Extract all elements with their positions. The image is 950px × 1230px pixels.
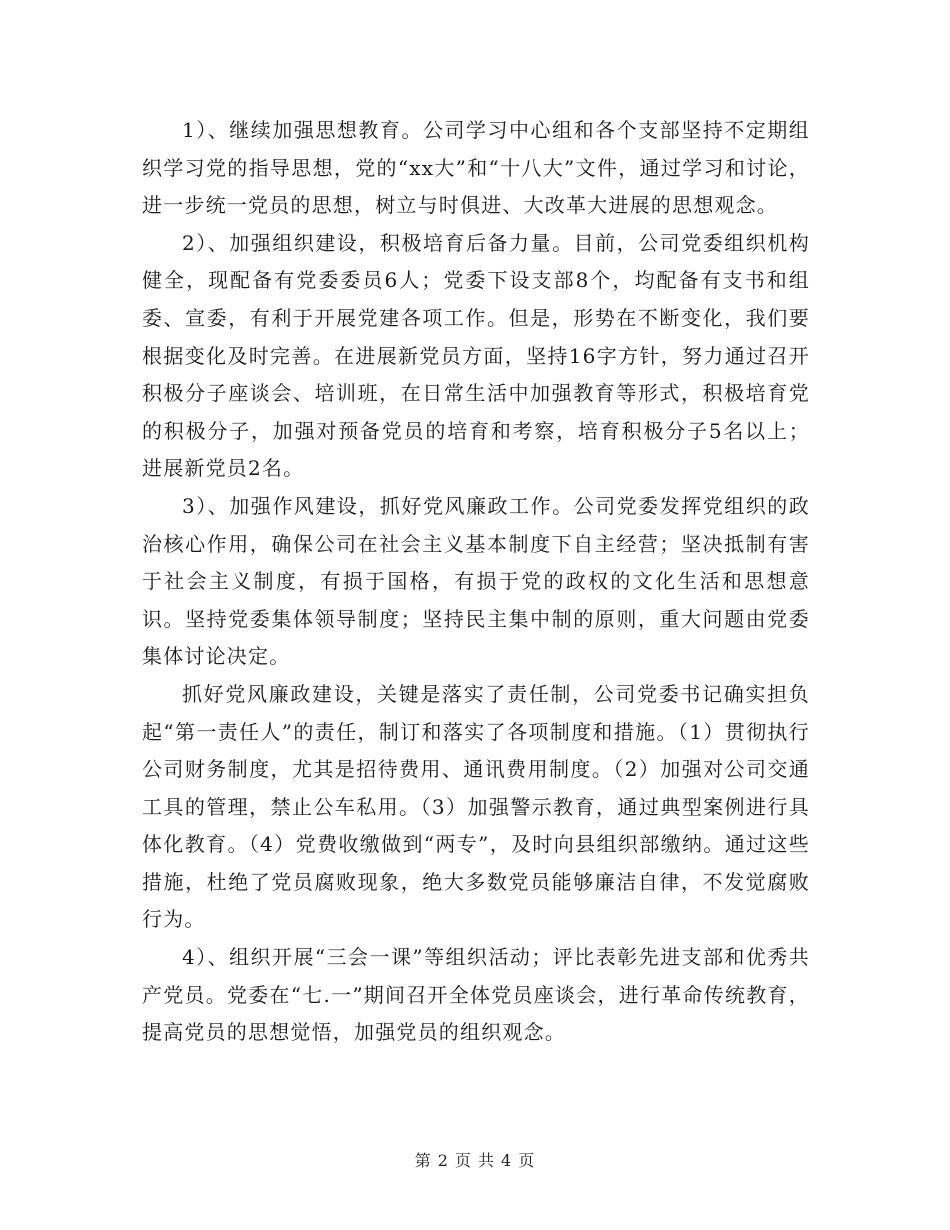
footer-middle: 页 共 xyxy=(454,1151,496,1170)
paragraph-ideological-education: 1）、继续加强思想教育。公司学习中心组和各个支部坚持不定期组织学习党的指导思想，党的“xx大”和“十八大”文件，通过学习和讨论，进一步统一党员的思想，树立与时俱进、大改革大进展的思想观念。 xyxy=(142,118,810,218)
paragraph-work-style: 3）、加强作风建设，抓好党风廉政工作。公司党委发挥党组织的政治核心作用，确保公司在社会主义基本制度下自主经营；坚决抵制有害于社会主义制度，有损于国格，有损于党的政权的文化生活和思想意识。坚持党委集体领导制度；坚持民主集中制的原则，重大问题由党委集体讨论决定。 xyxy=(142,493,810,669)
paragraph-anti-corruption: 抓好党风廉政建设，关键是落实了责任制，公司党委书记确实担负起“第一责任人”的责任，制订和落实了各项制度和措施。（1）贯彻执行公司财务制度，尤其是招待费用、通讯费用制度。（2）加强对公司交通工具的管理，禁止公车私用。（3）加强警示教育，通过典型案例进行具体化教育。（4）党费收缴做到“两专”，及时向县组织部缴纳。通过这些措施，杜绝了党员腐败现象，绝大多数党员能够廉洁自律，不发觉腐败行为。 xyxy=(142,681,810,932)
page-footer xyxy=(0,1148,950,1171)
footer-suffix: 页 xyxy=(518,1151,536,1170)
footer-page-number: 2 xyxy=(437,1151,449,1170)
paragraph-organization-building: 2）、加强组织建设，积极培育后备力量。目前，公司党委组织机构健全，现配备有党委委员6人；党委下设支部8个，均配备有支书和组委、宣委，有利于开展党建各项工作。但是，形势在不断变化，我们要根据变化及时完善。在进展新党员方面，坚持16字方针，努力通过召开积极分子座谈会、培训班，在日常生活中加强教育等形式，积极培育党的积极分子，加强对预备党员的培育和考察，培育积极分子5名以上；进展新党员2名。 xyxy=(142,230,810,481)
paragraph-activities: 4）、组织开展“三会一课”等组织活动；评比表彰先进支部和优秀共产党员。党委在“七.一”期间召开全体党员座谈会，进行革命传统教育，提高党员的思想觉悟，加强党员的组织观念。 xyxy=(142,945,810,1045)
footer-prefix: 第 xyxy=(414,1151,432,1170)
document-body xyxy=(142,112,810,1052)
footer-total-pages: 4 xyxy=(501,1151,513,1170)
